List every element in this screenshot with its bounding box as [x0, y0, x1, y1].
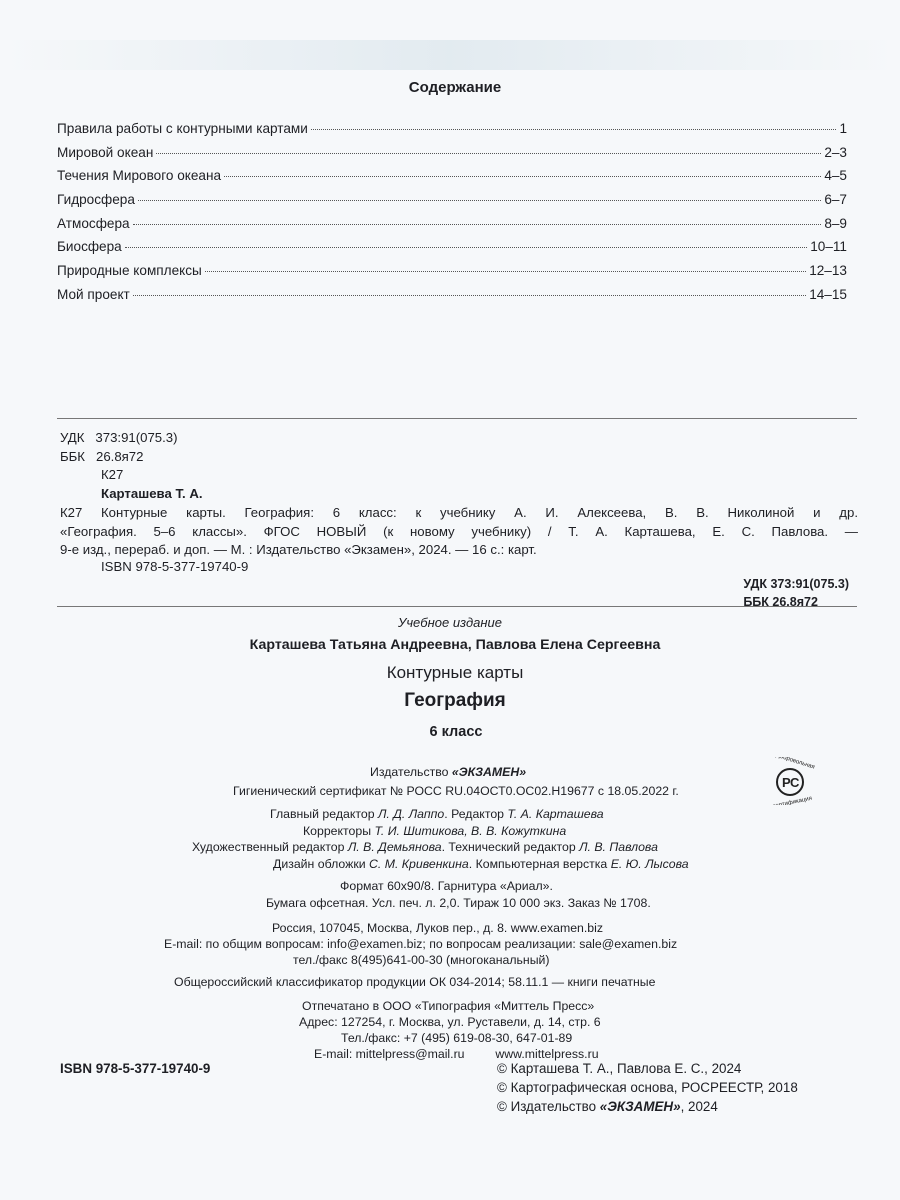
right-bbk: ББК 26.8я72	[743, 595, 818, 609]
bbk-label: ББК	[60, 448, 85, 464]
svg-text:С: С	[790, 775, 800, 790]
printer-site: www.mittelpress.ru	[495, 1047, 599, 1061]
table-of-contents	[57, 121, 847, 311]
isbn-bib: ISBN 978-5-377-19740-9	[101, 559, 249, 574]
k-code-side: К27	[60, 505, 83, 520]
toc-item-title: Биосфера	[57, 239, 122, 255]
staff-role: Корректоры	[303, 824, 375, 838]
udk-value: 373:91(075.3)	[95, 430, 178, 445]
staff-line	[273, 857, 689, 871]
toc-leader-dots	[133, 295, 806, 296]
toc-leader-dots	[133, 224, 822, 225]
toc-row	[57, 263, 847, 287]
toc-item-page: 14–15	[809, 286, 847, 302]
publisher-prefix: Издательство	[370, 765, 449, 779]
toc-item-page: 12–13	[809, 263, 847, 279]
toc-row	[57, 239, 847, 263]
book-title: География	[404, 690, 506, 711]
divider-bottom	[57, 606, 857, 607]
edition-type: Учебное издание	[398, 615, 502, 630]
toc-item-page: 6–7	[824, 192, 847, 208]
staff-person: С. М. Кривенкина	[369, 857, 469, 871]
toc-leader-dots	[224, 176, 821, 177]
staff-role: Главный редактор	[270, 807, 378, 821]
address-line: Россия, 107045, Москва, Луков пер., д. 8. www.examen.biz	[272, 921, 604, 935]
bbk-value: 26.8я72	[96, 448, 144, 464]
classifier-line: Общероссийский классификатор продукции ОК 034-2014; 58.11.1 — книги печатные	[174, 975, 656, 989]
toc-row	[57, 287, 847, 311]
bib-line-1: Контурные карты. География: 6 класс: к учебнику А. И. Алексеева, В. В. Николиной и др.	[101, 505, 858, 520]
bib-line-3: 9-е изд., перераб. и доп. — М. : Издательство «Экзамен», 2024. — 16 с.: карт.	[60, 542, 537, 557]
toc-item-page: 1	[839, 121, 847, 136]
toc-item-page: 8–9	[824, 215, 847, 231]
toc-leader-dots	[156, 153, 821, 154]
toc-leader-dots	[138, 200, 821, 201]
toc-item-page: 2–3	[824, 144, 847, 160]
toc-item-title: Атмосфера	[57, 215, 130, 231]
toc-item-title: Природные комплексы	[57, 263, 202, 279]
divider-top	[57, 418, 857, 419]
bib-line-2: «География. 5–6 классы». ФГОС НОВЫЙ (к новому учебнику) / Т. А. Карташева, Е. С. Павлова. —	[60, 523, 858, 539]
hygiene-certificate: Гигиенический сертификат № РОСС RU.04ОСТ0.ОС02.Н19677 с 18.05.2022 г.	[233, 784, 679, 798]
copyright-publisher	[497, 1097, 798, 1116]
footer-isbn: ISBN 978-5-377-19740-9	[60, 1061, 211, 1076]
staff-person: Л. Д. Лаппо	[377, 807, 445, 821]
toc-leader-dots	[311, 129, 837, 130]
toc-row	[57, 168, 847, 192]
staff-person: Т. А. Карташева	[507, 807, 604, 821]
right-udk: УДК 373:91(075.3)	[743, 577, 849, 591]
svg-text:Р: Р	[782, 775, 791, 790]
publisher-name: «ЭКЗАМЕН»	[451, 765, 527, 779]
staff-line	[270, 807, 604, 821]
toc-item-title: Гидросфера	[57, 192, 135, 208]
copyright-authors: © Карташева Т. А., Павлова Е. С., 2024	[497, 1061, 742, 1076]
staff-role: . Редактор	[444, 807, 508, 821]
publisher-line	[370, 765, 526, 779]
toc-item-title: Мой проект	[57, 286, 130, 302]
toc-title: Содержание	[408, 79, 502, 96]
printer-address: Адрес: 127254, г. Москва, ул. Руставели, д. 14, стр. 6	[299, 1015, 601, 1029]
phone-line: тел./факс 8(495)641-00-30 (многоканальный)	[293, 953, 550, 967]
top-decoration	[0, 40, 900, 70]
printed-at: Отпечатано в ООО «Типография «Миттель Пресс»	[302, 999, 595, 1013]
email-line: E-mail: по общим вопросам: info@examen.biz; по вопросам реализации: sale@examen.biz	[164, 937, 678, 951]
toc-row	[57, 145, 847, 169]
copyright3-name: «ЭКЗАМЕН»	[599, 1099, 681, 1114]
grade: 6 класс	[429, 724, 483, 740]
toc-item-title: Течения Мирового океана	[57, 168, 222, 184]
staff-person: Л. В. Павлова	[579, 840, 658, 854]
rst-certification-icon	[766, 757, 828, 805]
staff-role: . Технический редактор	[441, 840, 580, 854]
toc-row	[57, 216, 847, 240]
copyright-block	[497, 1059, 798, 1116]
format-line: Формат 60x90/8. Гарнитура «Ариал».	[340, 879, 553, 893]
staff-person: Л. В. Демьянова	[347, 840, 442, 854]
copyright-cartography: © Картографическая основа, РОСРЕЕСТР, 2018	[497, 1080, 798, 1095]
k-code: К27	[101, 467, 124, 482]
cert-text-bottom: сертификация	[772, 795, 813, 805]
printer-phone: Тел./факс: +7 (495) 619-08-30, 647-01-89	[341, 1031, 573, 1045]
staff-role: . Компьютерная верстка	[468, 857, 611, 871]
toc-item-title: Мировой океан	[57, 144, 154, 160]
toc-item-title: Правила работы с контурными картами	[57, 121, 308, 136]
authors-full: Карташева Татьяна Андреевна, Павлова Елена Сергеевна	[249, 637, 661, 653]
printer-email: E-mail: mittelpress@mail.ru	[314, 1047, 465, 1061]
copyright3-prefix: © Издательство	[497, 1099, 600, 1114]
staff-person: Е. Ю. Лысова	[610, 857, 689, 871]
copyright3-suffix: , 2024	[680, 1099, 718, 1114]
staff-role: Художественный редактор	[192, 840, 348, 854]
cert-text-top: Добровольная	[775, 757, 816, 771]
author-heading: Карташева Т. А.	[101, 486, 203, 501]
toc-item-page: 4–5	[824, 168, 847, 184]
toc-item-page: 10–11	[810, 239, 847, 255]
staff-role: Дизайн обложки	[273, 857, 369, 871]
toc-leader-dots	[125, 247, 807, 248]
toc-leader-dots	[205, 271, 806, 272]
certification-mark	[766, 757, 828, 805]
toc-row	[57, 192, 847, 216]
staff-line	[192, 840, 658, 854]
staff-line	[303, 824, 566, 838]
udk-bbk-block	[60, 429, 178, 485]
book-subtitle: Контурные карты	[386, 663, 524, 682]
staff-person: Т. И. Шитикова, В. В. Кожуткина	[374, 824, 567, 838]
toc-row	[57, 121, 847, 145]
paper-line: Бумага офсетная. Усл. печ. л. 2,0. Тираж 10 000 экз. Заказ № 1708.	[266, 896, 651, 910]
udk-label: УДК	[60, 430, 85, 445]
